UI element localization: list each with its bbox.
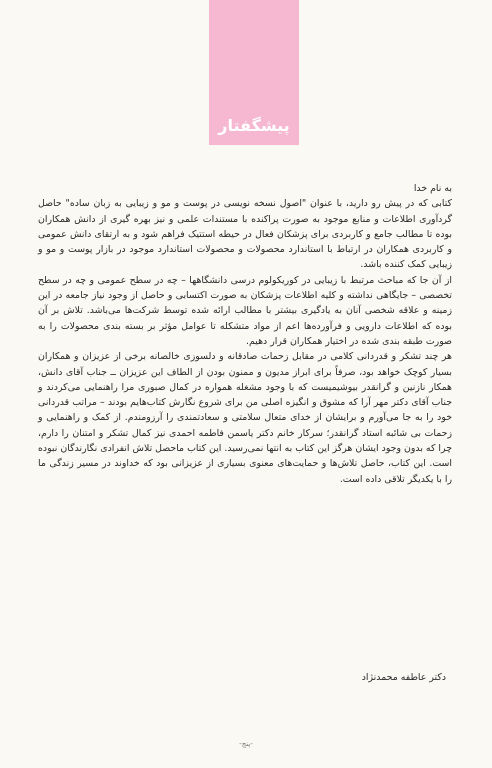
paragraph-3: هر چند تشکر و قدردانی کلامی در مقابل زحمات صادقانه و دلسوزی خالصانه برخی از عزیزان و همکاران بسیار کوچک خواهد بود، صرفاً برای ابراز مدیون و ممنون بودن از الطاف این عزیزان ــ جناب آقای دانش، همکار نازنین و گرانقدر بیوشیمیست که با وجود مشغله همواره در کمال صبوری مرا راهنمایی می‌کردند و جناب آقای دکتر مهر آرا که مشوق و انگیزه اصلی من برای شروع نگارش کتاب‌هایم بودند – مراتب قدردانی خود را به جا می‌آورم و برایشان از خدای متعال سلامتی و سعادتمندی را آرزومندم. از کمک و راهنمایی و زحمات بی شائبه استاد گرانقدر؛ سرکار خانم دکتر یاسمن فاطمه احمدی نیز کمال تشکر و امتنان را دارم، چرا که بدون وجود ایشان هرگز این کتاب به انتها نمی‌رسید. این کتاب ماحصل تلاش انفرادی نگارندگان نبوده است. این کتاب، حاصل تلاش‌ها و حمایت‌های معنوی بسیاری از عزیزانی بود که خداوند در مسیر زندگی ما را با یکدیگر تلاقی داده است. (38, 351, 452, 485)
page-title: پیشگفتار (218, 116, 290, 135)
author-signature: دکتر عاطفه محمدنژاد (361, 672, 446, 683)
salutation: به نام خدا (413, 183, 452, 194)
paragraph-1: کتابی که در پیش رو دارید، با عنوان "اصول نسخه نویسی در پوست و مو و زیبایی به زبان ساده" حاصل گردآوری اطلاعات و منابع موجود به صورت پراکنده با مستندات علمی و نیز بهره گیری از دانش همکاران بوده تا مطالب جامع و کاربردی برای پزشکان فعال در حیطه استتیک فراهم شود و به ارتقای دانش عمومی و کاربردی همکاران در ارتباط با استاندارد محصولات و محصولات استاندارد موجود در بازار پوست و مو و زیبایی کمک کننده باشد. (38, 198, 452, 271)
paragraph-2: از آن جا که مباحث مرتبط با زیبایی در کوریکولوم درسی دانشگاهها – چه در سطح عمومی و چه در سطح تخصصی – جایگاهی نداشته و کلیه اطلاعات پزشکان به صورت اکتسابی و حاصل از وجود نیاز جامعه در این زمینه و علاقه شخصی آنان به یادگیری بیشتر با مطالب ارائه شده توسط شرکت‌ها می‌باشد. تلاش بر آن بوده که اطلاعات دارویی و فرآورده‌ها اعم از مواد متشکله تا عوامل مؤثر بر بسته بندی محصولات را به صورت طبقه بندی شده در اختیار همکاران قرار دهیم. (38, 274, 452, 347)
preface-body (38, 181, 452, 487)
page-number: -پنج- (239, 740, 253, 748)
